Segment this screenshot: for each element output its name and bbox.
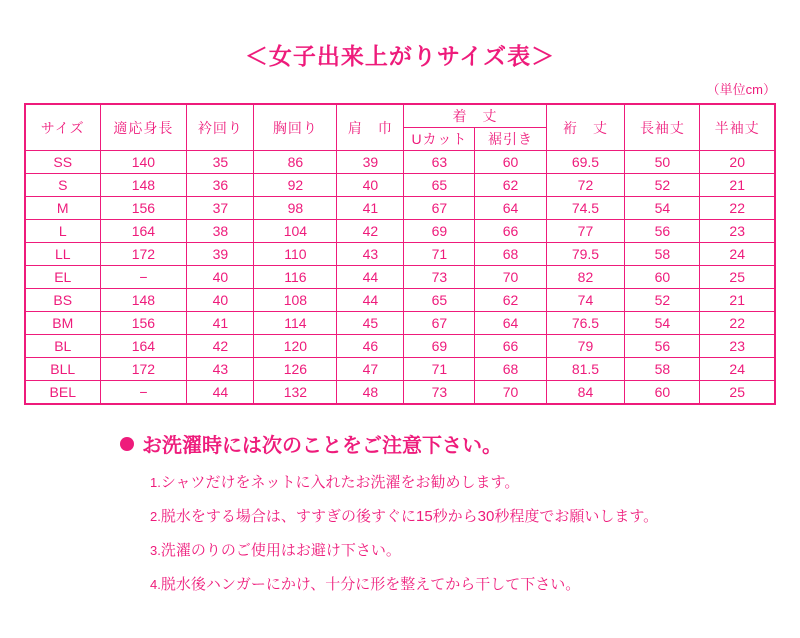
table-row [25, 243, 775, 266]
cell-long-sleeve: 54 [625, 197, 700, 220]
cell-length-hem: 60 [475, 151, 546, 174]
cell-length-hem: 70 [475, 266, 546, 289]
table-header-row-1 [25, 104, 775, 128]
table-row [25, 266, 775, 289]
cell-long-sleeve: 52 [625, 174, 700, 197]
cell-height: 164 [100, 220, 187, 243]
cell-short-sleeve: 21 [700, 289, 775, 312]
header-yuki: 裄 丈 [546, 104, 625, 151]
cell-short-sleeve: 23 [700, 220, 775, 243]
cell-yuki: 84 [546, 381, 625, 405]
cell-yuki: 81.5 [546, 358, 625, 381]
cell-size: BM [25, 312, 100, 335]
cell-size: M [25, 197, 100, 220]
cell-shoulder: 39 [337, 151, 404, 174]
cell-shoulder: 42 [337, 220, 404, 243]
table-row [25, 151, 775, 174]
cell-height: 156 [100, 197, 187, 220]
care-note-number: 3. [150, 543, 161, 558]
table-row [25, 220, 775, 243]
cell-long-sleeve: 56 [625, 335, 700, 358]
cell-length-hem: 68 [475, 243, 546, 266]
care-note-item [150, 471, 760, 492]
table-row [25, 312, 775, 335]
cell-yuki: 79 [546, 335, 625, 358]
cell-shoulder: 41 [337, 197, 404, 220]
cell-length-hem: 70 [475, 381, 546, 405]
cell-yuki: 69.5 [546, 151, 625, 174]
cell-neck: 41 [187, 312, 254, 335]
cell-yuki: 74 [546, 289, 625, 312]
cell-chest: 104 [254, 220, 337, 243]
cell-neck: 42 [187, 335, 254, 358]
care-notes-section [0, 429, 800, 594]
cell-short-sleeve: 22 [700, 197, 775, 220]
header-neck: 衿回り [187, 104, 254, 151]
cell-size: LL [25, 243, 100, 266]
cell-length-u: 73 [404, 266, 475, 289]
cell-size: BS [25, 289, 100, 312]
cell-long-sleeve: 54 [625, 312, 700, 335]
cell-yuki: 74.5 [546, 197, 625, 220]
cell-height: 172 [100, 358, 187, 381]
cell-length-hem: 66 [475, 220, 546, 243]
care-note-number: 2. [150, 509, 161, 524]
cell-size: SS [25, 151, 100, 174]
cell-long-sleeve: 56 [625, 220, 700, 243]
care-note-text: 脱水をする場合は、すすぎの後すぐに15秒から30秒程度でお願いします。 [160, 508, 659, 525]
cell-neck: 40 [187, 289, 254, 312]
cell-length-u: 73 [404, 381, 475, 405]
cell-yuki: 79.5 [546, 243, 625, 266]
bullet-dot-icon [120, 437, 134, 451]
cell-short-sleeve: 21 [700, 174, 775, 197]
cell-shoulder: 48 [337, 381, 404, 405]
cell-height: − [100, 381, 187, 405]
cell-height: 148 [100, 174, 187, 197]
cell-short-sleeve: 24 [700, 358, 775, 381]
cell-yuki: 82 [546, 266, 625, 289]
cell-size: BL [25, 335, 100, 358]
header-long-sleeve: 長袖丈 [625, 104, 700, 151]
care-notes-heading-text: お洗濯時には次のことをご注意下さい。 [142, 435, 502, 457]
cell-short-sleeve: 23 [700, 335, 775, 358]
cell-height: 172 [100, 243, 187, 266]
page-title: ＜女子出来上がりサイズ表＞ [244, 43, 556, 69]
cell-yuki: 72 [546, 174, 625, 197]
cell-size: S [25, 174, 100, 197]
cell-length-hem: 68 [475, 358, 546, 381]
cell-chest: 86 [254, 151, 337, 174]
header-chest: 胸回り [254, 104, 337, 151]
cell-neck: 43 [187, 358, 254, 381]
cell-chest: 120 [254, 335, 337, 358]
cell-shoulder: 44 [337, 266, 404, 289]
cell-chest: 92 [254, 174, 337, 197]
cell-chest: 132 [254, 381, 337, 405]
table-row [25, 358, 775, 381]
cell-neck: 40 [187, 266, 254, 289]
cell-long-sleeve: 60 [625, 266, 700, 289]
care-note-text: 脱水後ハンガーにかけ、十分に形を整えてから干して下さい。 [160, 576, 581, 593]
cell-shoulder: 44 [337, 289, 404, 312]
cell-height: − [100, 266, 187, 289]
table-row [25, 381, 775, 405]
cell-long-sleeve: 58 [625, 243, 700, 266]
cell-chest: 116 [254, 266, 337, 289]
cell-size: BLL [25, 358, 100, 381]
cell-shoulder: 45 [337, 312, 404, 335]
cell-length-u: 71 [404, 243, 475, 266]
cell-neck: 44 [187, 381, 254, 405]
care-notes-heading [120, 429, 760, 458]
cell-neck: 35 [187, 151, 254, 174]
cell-short-sleeve: 25 [700, 381, 775, 405]
cell-size: EL [25, 266, 100, 289]
header-height: 適応身長 [100, 104, 187, 151]
cell-chest: 126 [254, 358, 337, 381]
cell-yuki: 76.5 [546, 312, 625, 335]
header-length-u: Uカット [404, 128, 475, 151]
care-note-text: シャツだけをネットに入れたお洗濯をお勧めします。 [160, 474, 520, 491]
table-row [25, 335, 775, 358]
cell-length-hem: 64 [475, 312, 546, 335]
size-chart-page [0, 38, 800, 638]
cell-height: 164 [100, 335, 187, 358]
cell-chest: 110 [254, 243, 337, 266]
cell-length-u: 71 [404, 358, 475, 381]
cell-size: L [25, 220, 100, 243]
cell-height: 148 [100, 289, 187, 312]
cell-long-sleeve: 58 [625, 358, 700, 381]
cell-long-sleeve: 52 [625, 289, 700, 312]
cell-shoulder: 40 [337, 174, 404, 197]
cell-length-u: 65 [404, 174, 475, 197]
table-head [25, 104, 775, 151]
cell-neck: 39 [187, 243, 254, 266]
care-note-number: 4. [150, 577, 161, 592]
cell-length-u: 69 [404, 220, 475, 243]
unit-label: （単位cm） [706, 82, 776, 97]
header-length-hem: 裾引き [475, 128, 546, 151]
cell-chest: 108 [254, 289, 337, 312]
care-note-item [150, 573, 760, 594]
cell-short-sleeve: 20 [700, 151, 775, 174]
care-note-text: 洗濯のりのご使用はお避け下さい。 [160, 542, 401, 559]
care-note-item [150, 505, 760, 526]
cell-size: BEL [25, 381, 100, 405]
cell-neck: 37 [187, 197, 254, 220]
cell-length-u: 69 [404, 335, 475, 358]
cell-height: 140 [100, 151, 187, 174]
care-note-number: 1. [150, 475, 161, 490]
cell-shoulder: 43 [337, 243, 404, 266]
cell-long-sleeve: 50 [625, 151, 700, 174]
cell-neck: 36 [187, 174, 254, 197]
cell-chest: 114 [254, 312, 337, 335]
cell-yuki: 77 [546, 220, 625, 243]
cell-length-u: 67 [404, 197, 475, 220]
cell-shoulder: 46 [337, 335, 404, 358]
header-short-sleeve: 半袖丈 [700, 104, 775, 151]
cell-neck: 38 [187, 220, 254, 243]
cell-short-sleeve: 24 [700, 243, 775, 266]
cell-length-u: 67 [404, 312, 475, 335]
cell-length-hem: 64 [475, 197, 546, 220]
cell-length-hem: 66 [475, 335, 546, 358]
size-table-container [24, 103, 776, 405]
cell-short-sleeve: 25 [700, 266, 775, 289]
header-size: サイズ [25, 104, 100, 151]
header-length-group: 着 丈 [404, 104, 546, 128]
cell-height: 156 [100, 312, 187, 335]
table-row [25, 197, 775, 220]
cell-length-hem: 62 [475, 174, 546, 197]
cell-length-u: 63 [404, 151, 475, 174]
cell-short-sleeve: 22 [700, 312, 775, 335]
cell-chest: 98 [254, 197, 337, 220]
cell-length-u: 65 [404, 289, 475, 312]
cell-long-sleeve: 60 [625, 381, 700, 405]
table-row [25, 289, 775, 312]
cell-shoulder: 47 [337, 358, 404, 381]
table-body [25, 151, 775, 405]
care-note-item [150, 539, 760, 560]
cell-length-hem: 62 [475, 289, 546, 312]
size-table [24, 103, 776, 405]
header-shoulder: 肩 巾 [337, 104, 404, 151]
table-row [25, 174, 775, 197]
